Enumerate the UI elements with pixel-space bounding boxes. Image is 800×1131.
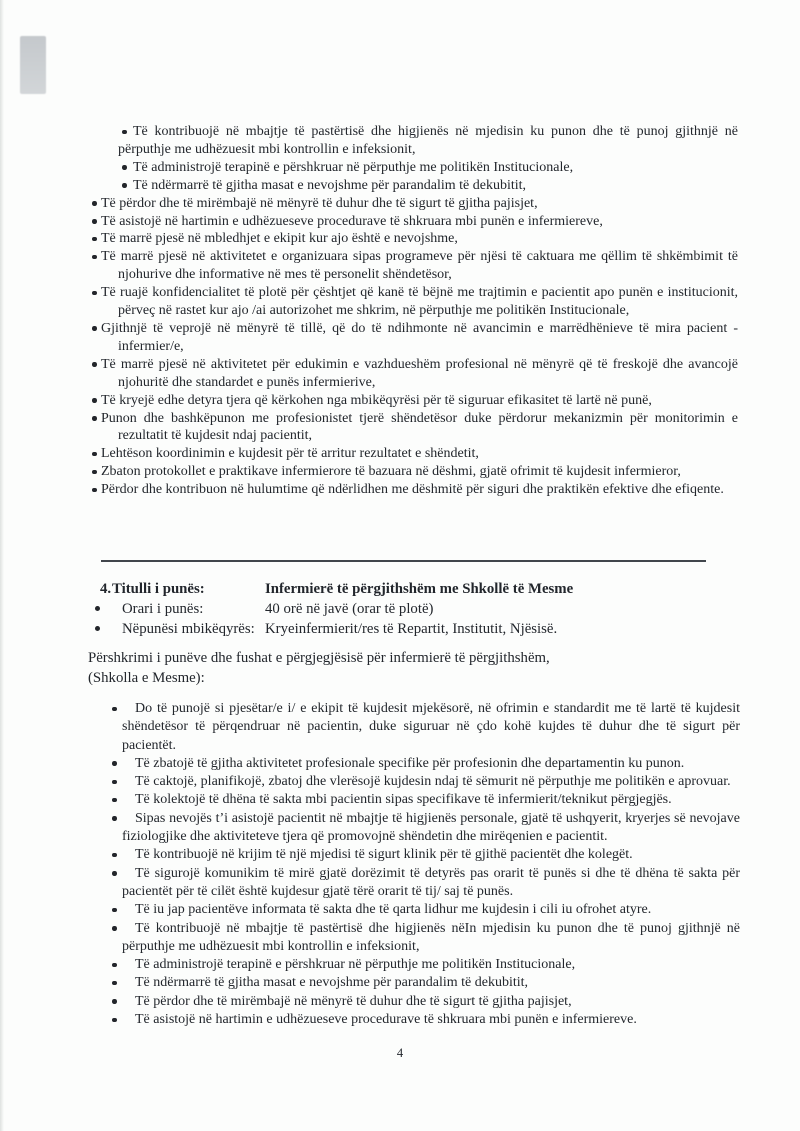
- bullet-icon: [112, 981, 117, 986]
- list-item: [122, 901, 740, 919]
- list-item-text: Të iu jap pacientëve informata të sakta dhe të qarta lidhur me kujdesin i cili iu ofrohet atyre.: [135, 902, 652, 918]
- bullet-icon: [112, 926, 117, 931]
- page-number: 4: [396, 1046, 404, 1060]
- list-item-text: Të administrojë terapinë e përshkruar në përputhje me politikën Institucionale,: [133, 159, 574, 175]
- list-item-text: Lehtëson koordinimin e kujdesit për të arritur rezultatet e shëndetit,: [101, 446, 479, 462]
- bullet-icon: [112, 999, 117, 1004]
- supervisor-label: Nëpunësi mbikëqyrës:: [122, 621, 255, 637]
- list-item: [122, 700, 740, 755]
- bullet-icon: [112, 816, 117, 821]
- section-number: 4.: [100, 581, 112, 597]
- list-item: [101, 410, 738, 446]
- list-item-text: Të kontribuojë në mbajtje të pastërtisë dhe higjienës nëIn mjedisin ku punon dhe të punoj gjithnjë në përputhje me udhëzuesit mbi kontrollin e infeksionit,: [122, 920, 740, 954]
- job-description-intro: [88, 648, 730, 688]
- list-item: [101, 248, 738, 284]
- list-item: [101, 392, 738, 410]
- list-item: [122, 755, 740, 773]
- bullet-icon: [92, 416, 97, 421]
- list-item-text: Të kryejë edhe detyra tjera që kërkohen nga mbikëqyrësi për të siguruar efikasitet të lartë në punë,: [101, 392, 652, 408]
- bullet-icon: [112, 707, 117, 712]
- list-item-text: Të marrë pjesë në aktivitetet për edukimin e vazhdueshëm profesional në mënyrë që të freskojë dhe avancojë njohuritë dhe standardet e punës infermierive,: [101, 356, 738, 390]
- list-item-text: Të administrojë terapinë e përshkruar në përputhje me politikën Institucionale,: [135, 957, 576, 973]
- list-item-text: Të asistojë në hartimin e udhëzueseve procedurave të shkruara mbi punën e infermiereve,: [101, 213, 603, 229]
- list-item: [101, 463, 738, 481]
- bullet-icon: [92, 362, 97, 367]
- bullet-icon: [92, 291, 97, 296]
- job-title-section: [0, 579, 800, 639]
- work-hours-row: [0, 599, 800, 619]
- bullet-icon: [92, 452, 97, 457]
- bullet-icon: [92, 219, 97, 224]
- list-item-text: Do të punojë si pjesëtar/e i/ e ekipit të kujdesit mjekësorë, në ofrimin e standardit me të lartë të kujdesit shëndetësor të përqendruar në pacientin, duke siguruar në çdo kohë kujdes të duhur dhe të sigurt për pacientët.: [122, 701, 740, 753]
- bullet-icon: [92, 488, 97, 493]
- supervisor-value: Kryeinfermierit/res të Repartit, Institutit, Njësisë.: [265, 621, 558, 637]
- list-item-text: Të përdor dhe të mirëmbajë në mënyrë të duhur dhe të sigurt të gjitha pajisjet,: [101, 195, 538, 211]
- list-item: [122, 993, 740, 1011]
- list-item-text: Përdor dhe kontribuon në hulumtime që ndërlidhen me dëshmitë për siguri dhe praktikën efektive dhe efiqente.: [101, 482, 724, 498]
- bullet-icon: [92, 255, 97, 260]
- list-item: [101, 356, 738, 392]
- bullet-icon: [95, 606, 100, 611]
- duties-list-general: [0, 123, 800, 499]
- duties-list-middle-school: [0, 700, 800, 1029]
- list-item: [122, 920, 740, 957]
- list-item: [122, 956, 740, 974]
- list-item-text: Të ndërmarrë të gjitha masat e nevojshme për parandalim të dekubitit,: [133, 177, 527, 193]
- work-hours-label: Orari i punës:: [122, 601, 204, 617]
- list-item-text: Të marrë pjesë në mbledhjet e ekipit kur ajo është e nevojshme,: [101, 231, 458, 247]
- list-item-text: Të kontribuojë në krijim të një mjedisi të sigurt klinik për të gjithë pacientët dhe kolegët.: [135, 847, 633, 863]
- work-hours-value: 40 orë në javë (orar të plotë): [265, 601, 434, 617]
- list-item-text: Të kontribuojë në mbajtje të pastërtisë dhe higjienës në mjedisin ku punon dhe të punoj gjithnjë në përputhje me udhëzuesit mbi kontrollin e infeksionit,: [118, 124, 738, 157]
- intro-line-2: (Shkolla e Mesme):: [88, 670, 205, 686]
- bullet-icon: [92, 470, 97, 475]
- bullet-icon: [92, 237, 97, 242]
- bullet-icon: [112, 853, 117, 858]
- bullet-icon: [112, 908, 117, 913]
- list-item: [122, 810, 740, 847]
- job-title-value: Infermierë të përgjithshëm me Shkollë të Mesme: [265, 581, 574, 597]
- list-item-text: Të zbatojë të gjitha aktivitetet profesionale specifike për profesionin dhe departamentin ku punon.: [135, 755, 685, 771]
- list-item: [122, 773, 740, 791]
- bullet-icon: [122, 183, 127, 188]
- bullet-icon: [122, 165, 127, 170]
- supervisor-row: [0, 619, 800, 639]
- list-item: [122, 1011, 740, 1029]
- bullet-icon: [112, 871, 117, 876]
- job-title-label: Titulli i punës:: [112, 581, 205, 597]
- list-item-text: Të caktojë, planifikojë, zbatoj dhe vlerësojë kujdesin ndaj të sëmurit në përputhje me politikën e aprovuar.: [135, 774, 731, 790]
- list-item-text: Të ndërmarrë të gjitha masat e nevojshme për parandalim të dekubitit,: [135, 975, 529, 991]
- list-item-text: Të përdor dhe të mirëmbajë në mënyrë të duhur dhe të sigurt të gjitha pajisjet,: [135, 993, 572, 1009]
- list-item: [101, 213, 738, 231]
- bullet-icon: [112, 798, 117, 803]
- bullet-icon: [112, 1018, 117, 1023]
- list-item-text: Të kolektojë të dhëna të sakta mbi pacientin sipas specifikave të infermierit/teknikut përgjegjës.: [135, 792, 672, 808]
- list-item: [118, 159, 738, 177]
- list-item: [118, 123, 738, 159]
- list-item: [101, 284, 738, 320]
- bullet-icon: [92, 201, 97, 206]
- list-item: [122, 846, 740, 864]
- list-item: [101, 445, 738, 463]
- bullet-icon: [92, 326, 97, 331]
- list-item-text: Të ruajë konfidencialitet të plotë për çështjet që kanë të bëjnë me trajtimin e pacientit apo punën e institucionit, përveç në rastet kur ajo /ai autorizohet me shkrim, në përputhje me politikën Institucionale,: [101, 285, 738, 319]
- bullet-icon: [112, 963, 117, 968]
- bullet-icon: [112, 761, 117, 766]
- list-item-text: Zbaton protokollet e praktikave infermierore të bazuara në dëshmi, gjatë ofrimit të kujdesit infermieror,: [101, 464, 681, 480]
- intro-line-1: Përshkrimi i punëve dhe fushat e përgjegjësisë për infermierë të përgjithshëm,: [88, 650, 550, 666]
- bullet-icon: [92, 398, 97, 403]
- list-item-text: Sipas nevojës t’i asistojë pacientit në mbajtje të higjienës personale, gjatë të ushqyerit, kryerjes së nevojave fiziologjike dhe aktiviteteve tjera që promovojnë shëndetin dhe mirëqenien e pacientit.: [122, 810, 740, 845]
- list-item: [118, 177, 738, 195]
- list-item-text: Të asistojë në hartimin e udhëzueseve procedurave të shkruara mbi punën e infermiereve.: [135, 1012, 637, 1028]
- list-item: [122, 791, 740, 809]
- list-item: [101, 481, 738, 499]
- list-item: [122, 974, 740, 992]
- scan-artifact: [20, 36, 46, 94]
- bullet-icon: [95, 626, 100, 631]
- section-divider: [101, 560, 706, 562]
- list-item: [101, 320, 738, 356]
- list-item-text: Të marrë pjesë në aktivitetet e organizuara sipas programeve për njësi të caktuara me qëllim të shkëmbimit të njohurive dhe informative në mes të personelit shëndetësor,: [101, 249, 738, 283]
- job-title-row: [0, 579, 800, 599]
- bullet-icon: [122, 130, 127, 135]
- list-item-text: Të sigurojë komunikim të mirë gjatë dorëzimit të detyrës pas orarit të punës si dhe të dhëna të sakta për pacientët për të cilët është kujdesur gjatë tërë orarit të tij/ saj të punës.: [122, 865, 740, 899]
- list-item: [101, 230, 738, 248]
- bullet-icon: [112, 780, 117, 785]
- list-item-text: Gjithnjë të veprojë në mënyrë të tillë, që do të ndihmonte në avancimin e marrëdhënieve të mira pacient - infermier/e,: [101, 320, 738, 354]
- list-item: [122, 865, 740, 902]
- list-item: [101, 195, 738, 213]
- list-item-text: Punon dhe bashkëpunon me profesionistet tjerë shëndetësor duke përdorur mekanizmin për monitorimin e rezultatit të kujdesit ndaj pacientit,: [101, 410, 738, 444]
